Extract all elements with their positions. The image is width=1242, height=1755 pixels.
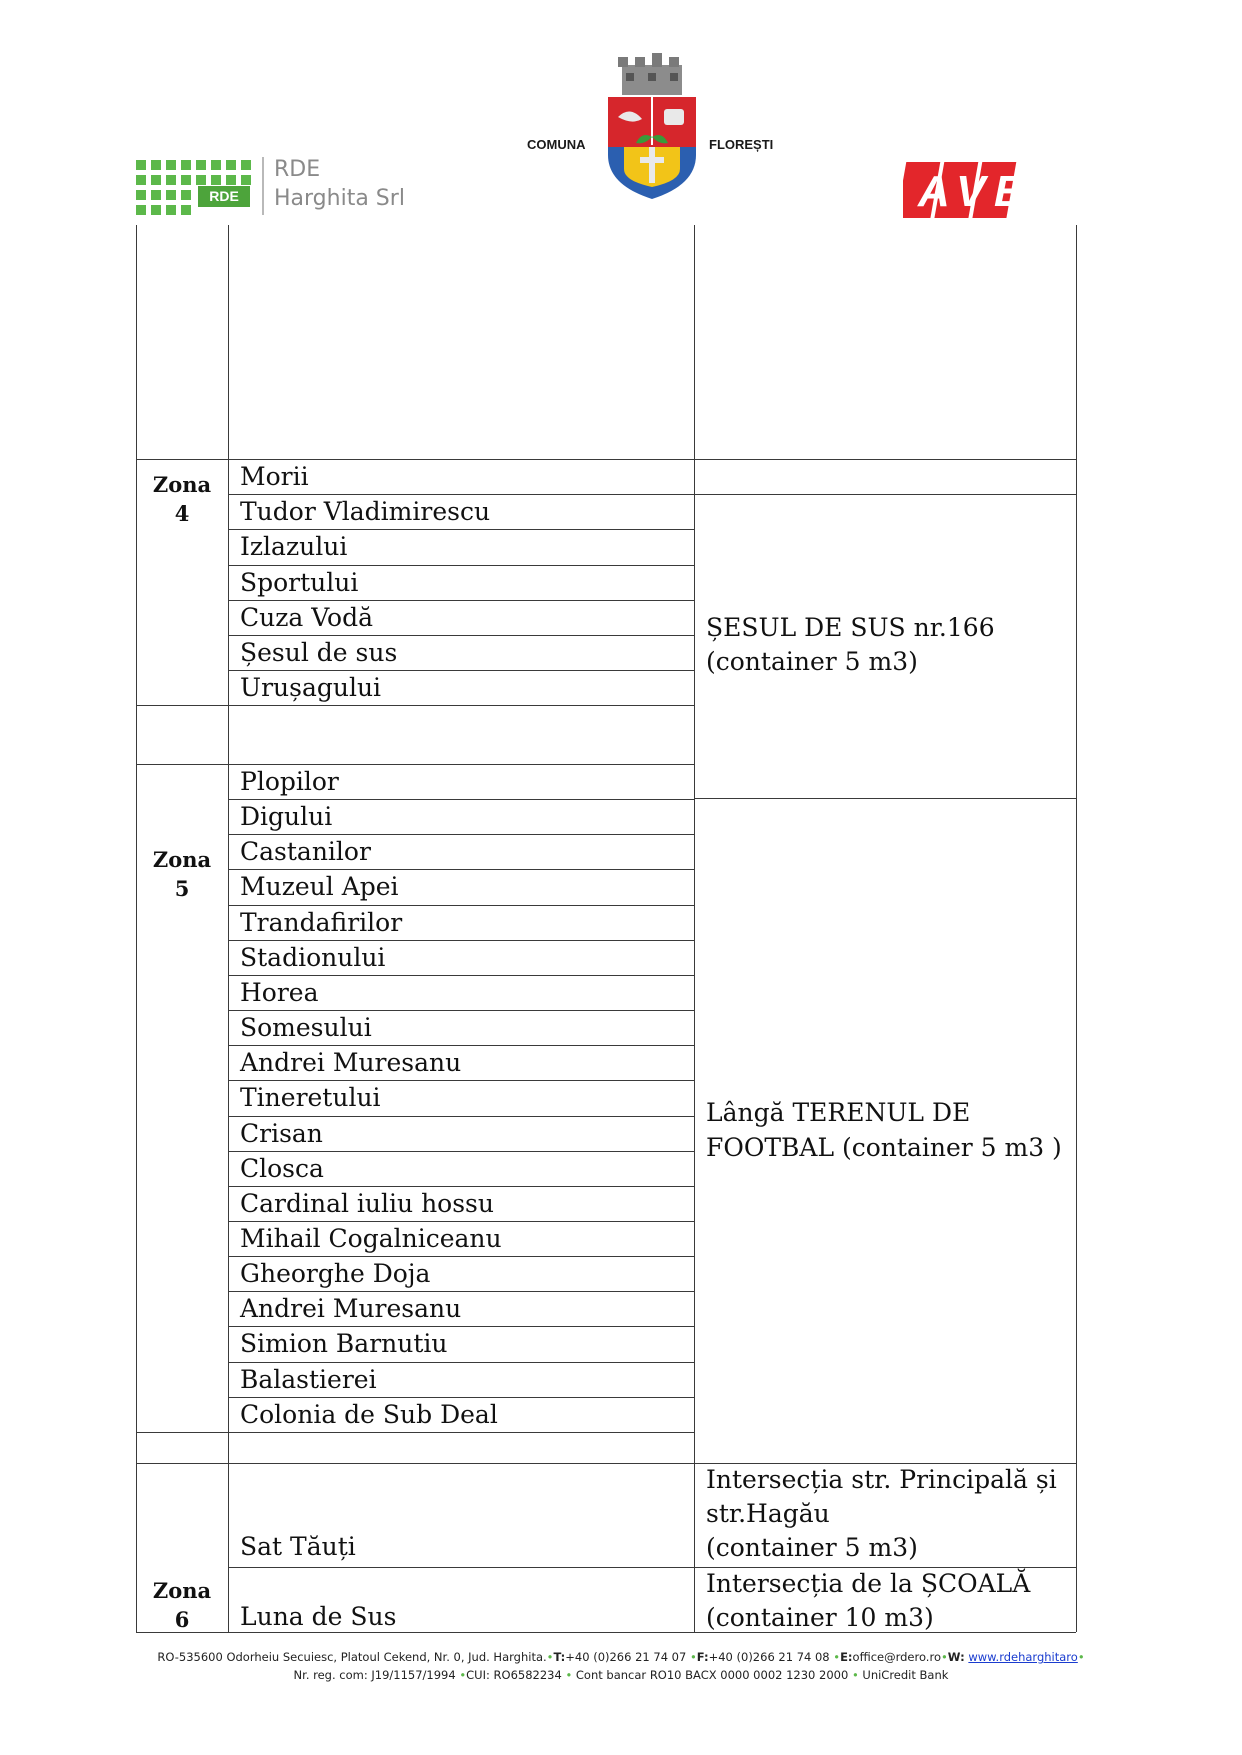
- street-cell: Colonia de Sub Deal: [240, 1399, 498, 1429]
- zone-label: Zona: [152, 1578, 212, 1603]
- location-cell: Intersecția de la ȘCOALĂ: [706, 1569, 1031, 1598]
- location-cell: str.Hagău: [706, 1499, 830, 1528]
- ave-logo-text: [1023, 158, 1024, 159]
- zone-number: 6: [174, 1607, 190, 1632]
- table-left-border: [136, 225, 137, 1632]
- street-cell: Tudor Vladimirescu: [240, 497, 491, 527]
- rde-grid-square: [166, 160, 176, 170]
- rde-grid-square: [136, 160, 146, 170]
- street-cell: Șesul de sus: [240, 638, 398, 667]
- street-cell: Closca: [240, 1153, 324, 1183]
- rde-grid-square: [181, 160, 191, 170]
- footer-phone-label: T:: [553, 1650, 566, 1664]
- street-cell: Somesului: [240, 1013, 372, 1043]
- rde-grid-square: [166, 175, 176, 185]
- footer-fax-label: F:: [696, 1650, 709, 1664]
- rde-grid-square: [211, 160, 221, 170]
- footer-address: RO-535600 Odorheiu Secuiesc, Platoul Cekend, Nr. 0, Jud. Harghita.: [157, 1650, 547, 1664]
- rde-harghita-logo: [136, 155, 416, 225]
- footer-reg: Nr. reg. com: J19/1157/1994: [293, 1668, 456, 1682]
- street-cell: Crisan: [240, 1118, 323, 1148]
- rde-grid-square: [196, 175, 206, 185]
- rde-grid-square: [181, 205, 191, 215]
- rde-grid-square: [211, 175, 221, 185]
- zone-number: 5: [174, 876, 190, 901]
- ave-letter-e: E: [994, 167, 1023, 216]
- rde-separator: [262, 157, 264, 215]
- street-cell: Cuza Vodă: [240, 602, 373, 632]
- street-cell: Gheorghe Doja: [240, 1259, 431, 1289]
- footer-web-link[interactable]: www.rdeharghitaro: [968, 1650, 1078, 1664]
- street-cell: Izlazului: [240, 532, 348, 562]
- ave-letter-a: A: [918, 167, 950, 216]
- location-cell: (container 5 m3): [706, 647, 918, 676]
- ave-logo: [903, 158, 1023, 222]
- street-cell: Morii: [240, 462, 309, 491]
- location-cell: Lângă TERENUL DE: [706, 1098, 971, 1127]
- rde-grid-square: [136, 175, 146, 185]
- location-cell: (container 10 m3): [706, 1603, 934, 1632]
- footer-line-2: Nr. reg. com: J19/1157/1994 •CUI: RO6582234 • Cont bancar RO10 BACX 0000 0002 1230 2000 • UniCredit Bank: [293, 1668, 949, 1682]
- location-cell: (container 5 m3): [706, 1533, 918, 1562]
- footer-email-label: E:: [840, 1650, 853, 1664]
- coat-of-arms-icon: [602, 47, 702, 207]
- comuna-floresti-crest: [498, 45, 828, 225]
- street-row-border: [228, 1432, 694, 1433]
- street-cell: Sportului: [240, 567, 359, 597]
- street-cell: Horea: [240, 977, 319, 1007]
- footer-bank: Cont bancar RO10 BACX 0000 0002 1230 2000: [575, 1668, 849, 1682]
- street-column-border: [694, 225, 695, 1632]
- street-row-border: [228, 705, 694, 706]
- street-cell: Muzeul Apei: [240, 872, 399, 902]
- zone-row-border: [136, 705, 228, 706]
- table-right-border: [1076, 225, 1077, 1632]
- rde-grid-square: [151, 190, 161, 200]
- street-cell: Urușagului: [240, 673, 382, 703]
- zone-label: Zona: [152, 472, 212, 497]
- street-cell: Andrei Muresanu: [240, 1294, 462, 1324]
- footer-web-label: W:: [947, 1650, 965, 1664]
- rde-logo-line2: Harghita Srl: [274, 186, 405, 211]
- location-cell: FOOTBAL (container 5 m3 ): [706, 1133, 1062, 1162]
- zone-row-border: [136, 1432, 228, 1433]
- footer-cui: CUI: RO6582234: [466, 1668, 562, 1682]
- rde-grid-square: [241, 175, 251, 185]
- street-cell: Trandafirilor: [240, 907, 403, 937]
- rde-logo-line1: RDE: [274, 157, 321, 182]
- footer-phone: +40 (0)266 21 74 07: [565, 1650, 687, 1664]
- footer-fax: +40 (0)266 21 74 08: [708, 1650, 830, 1664]
- street-cell: Luna de Sus: [240, 1602, 397, 1631]
- ave-letter-v: V: [956, 167, 986, 216]
- zone-number: 4: [174, 501, 190, 526]
- rde-logo-text: [274, 155, 405, 213]
- zone-5-top-border: [136, 764, 694, 765]
- crest-left-word: COMUNA: [527, 137, 586, 152]
- street-cell: Tineretului: [240, 1083, 381, 1113]
- ave-logo-icon: [903, 158, 1023, 222]
- street-cell: Cardinal iuliu hossu: [240, 1188, 494, 1218]
- footer-bank-name: UniCredit Bank: [862, 1668, 949, 1682]
- street-cell: Plopilor: [240, 767, 339, 796]
- street-cell: Simion Barnutiu: [240, 1329, 448, 1359]
- street-cell: Sat Tăuți: [240, 1532, 356, 1561]
- street-cell: Digului: [240, 802, 333, 832]
- rde-grid-square: [196, 160, 206, 170]
- street-cell: Andrei Muresanu: [240, 1048, 462, 1078]
- rde-grid-square: [136, 205, 146, 215]
- street-cell: Stadionului: [240, 942, 386, 972]
- footer-line-1: RO-535600 Odorheiu Secuiesc, Platoul Cekend, Nr. 0, Jud. Harghita.•T:+40 (0)266 21 74 07 •F:+40 (0)266 21 74 08 •E:office@rdero.ro•W: www.rdeharghitaro•: [157, 1650, 1085, 1664]
- location-cell: ȘESUL DE SUS nr.166: [706, 613, 995, 642]
- rde-grid-square: [151, 160, 161, 170]
- zone-column-border: [228, 225, 229, 1632]
- zone-label: Zona: [152, 847, 212, 872]
- crest-right-word: FLOREȘTI: [709, 137, 774, 152]
- rde-grid-square: [181, 190, 191, 200]
- rde-grid-square: [226, 160, 236, 170]
- rde-grid-square: [166, 205, 176, 215]
- rde-grid-square: [151, 205, 161, 215]
- location-row-border: [694, 798, 1076, 799]
- street-cell: Balastierei: [240, 1364, 377, 1394]
- rde-grid-square: [226, 175, 236, 185]
- street-cell: Mihail Cogalniceanu: [240, 1223, 502, 1253]
- rde-grid-square: [241, 160, 251, 170]
- rde-grid-square: [136, 190, 146, 200]
- rde-grid-square: [151, 175, 161, 185]
- location-cell: Intersecția str. Principală și: [706, 1465, 1057, 1494]
- rde-grid-square: [181, 175, 191, 185]
- street-cell: Castanilor: [240, 837, 371, 867]
- rde-badge: RDE: [198, 186, 250, 207]
- location-row-border: [694, 494, 1076, 495]
- footer-email: office@rdero.ro: [852, 1650, 941, 1664]
- rde-grid-square: [166, 190, 176, 200]
